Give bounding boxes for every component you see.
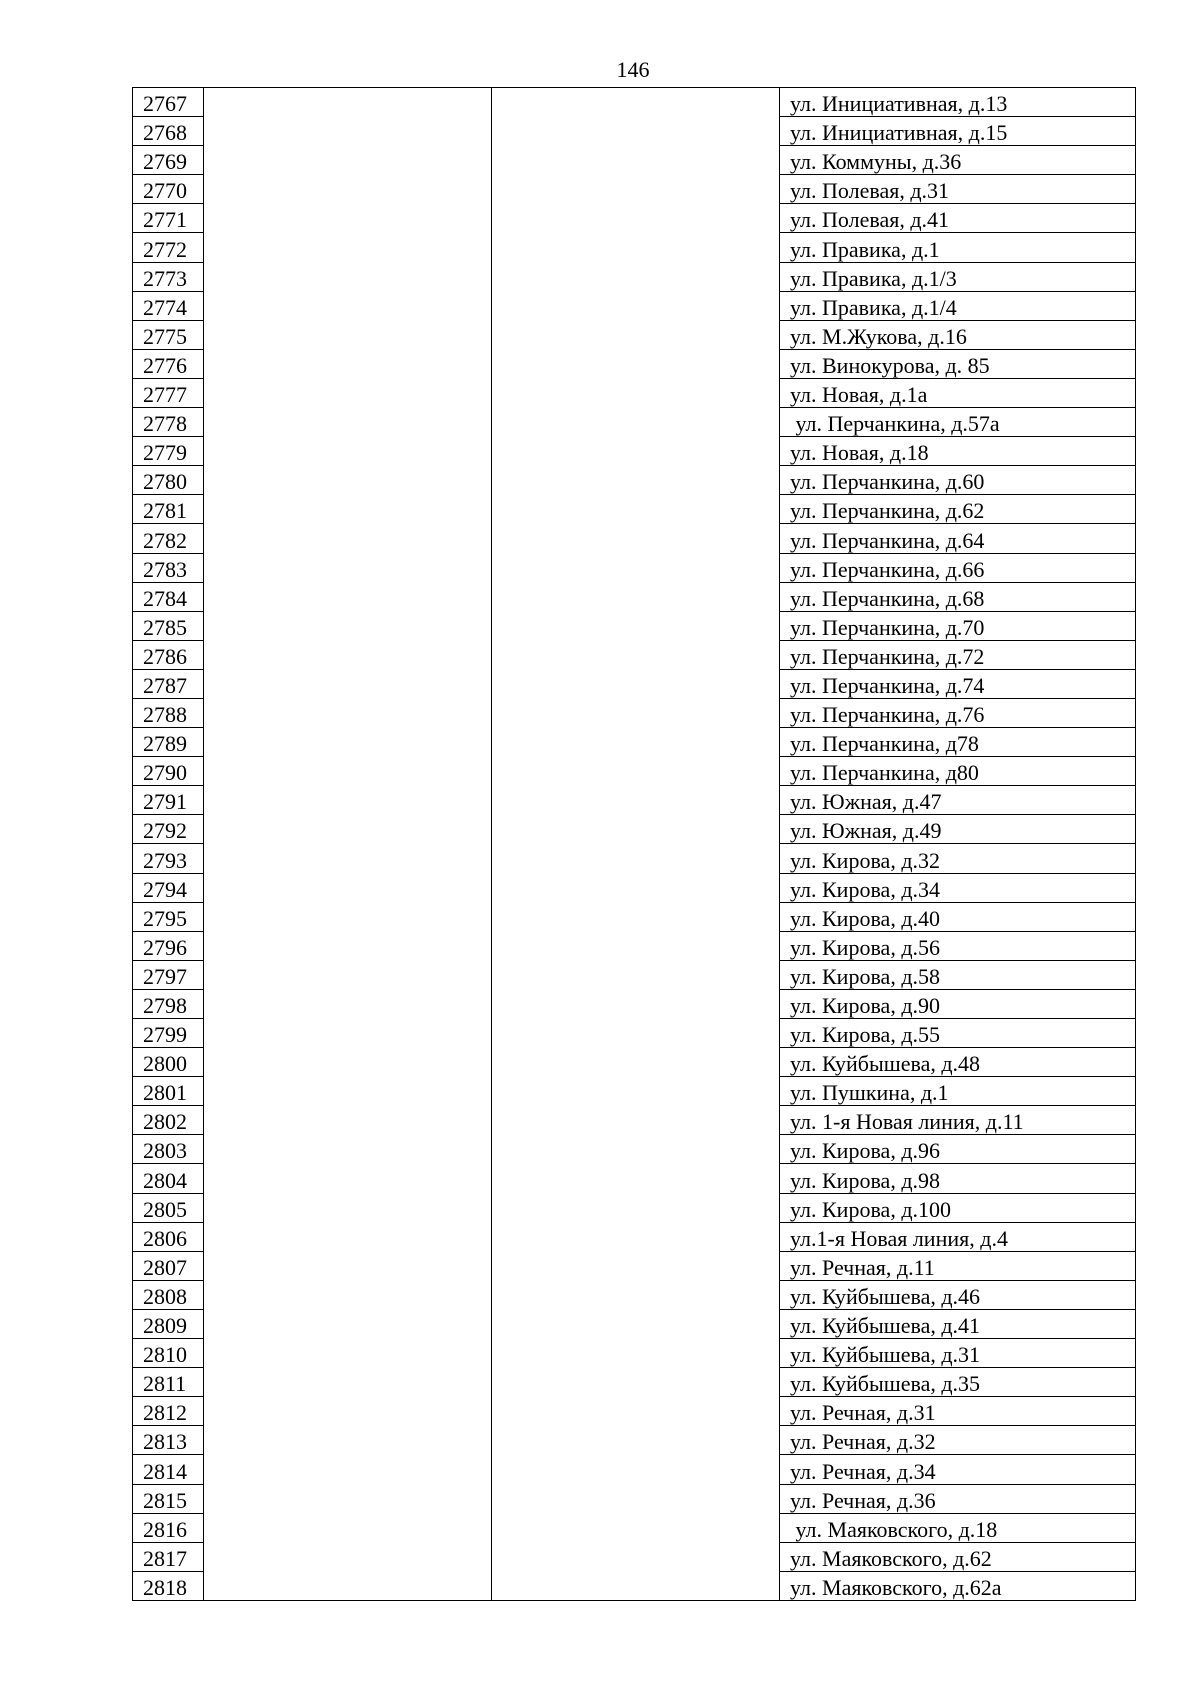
- address-cell: ул. Кирова, д.100: [780, 1193, 1136, 1222]
- empty-cell-column-3: [492, 960, 780, 989]
- table-row: [133, 728, 1136, 757]
- row-number: 2814: [133, 1455, 204, 1484]
- empty-cell-column-2: [204, 1077, 492, 1106]
- empty-cell-column-3: [492, 1426, 780, 1455]
- address-table: [132, 87, 1136, 1601]
- empty-cell-column-3: [492, 146, 780, 175]
- table-row: [133, 408, 1136, 437]
- table-row: [133, 553, 1136, 582]
- table-row: [133, 1571, 1136, 1600]
- table-row: [133, 262, 1136, 291]
- table-row: [133, 1164, 1136, 1193]
- table-row: [133, 1339, 1136, 1368]
- empty-cell-column-3: [492, 1106, 780, 1135]
- address-cell: ул. Перчанкина, д.74: [780, 669, 1136, 698]
- row-number: 2813: [133, 1426, 204, 1455]
- address-cell: ул. Инициативная, д.15: [780, 117, 1136, 146]
- table-row: [133, 1426, 1136, 1455]
- empty-cell-column-2: [204, 117, 492, 146]
- address-cell: ул. Речная, д.34: [780, 1455, 1136, 1484]
- table-row: [133, 1513, 1136, 1542]
- table-row: [133, 989, 1136, 1018]
- address-cell: ул. Кирова, д.34: [780, 873, 1136, 902]
- table-row: [133, 1455, 1136, 1484]
- empty-cell-column-3: [492, 1048, 780, 1077]
- empty-cell-column-2: [204, 844, 492, 873]
- row-number: 2786: [133, 640, 204, 669]
- address-cell: ул. Полевая, д.41: [780, 204, 1136, 233]
- row-number: 2816: [133, 1513, 204, 1542]
- address-cell: ул. Куйбышева, д.48: [780, 1048, 1136, 1077]
- row-number: 2780: [133, 466, 204, 495]
- empty-cell-column-2: [204, 466, 492, 495]
- table-row: [133, 815, 1136, 844]
- empty-cell-column-2: [204, 1426, 492, 1455]
- row-number: 2812: [133, 1397, 204, 1426]
- empty-cell-column-2: [204, 378, 492, 407]
- table-row: [133, 175, 1136, 204]
- empty-cell-column-2: [204, 524, 492, 553]
- empty-cell-column-2: [204, 1339, 492, 1368]
- empty-cell-column-2: [204, 582, 492, 611]
- empty-cell-column-3: [492, 117, 780, 146]
- table-row: [133, 320, 1136, 349]
- table-row: [133, 669, 1136, 698]
- address-cell: ул. Кирова, д.55: [780, 1019, 1136, 1048]
- table-row: [133, 88, 1136, 117]
- empty-cell-column-3: [492, 1571, 780, 1600]
- table-row: [133, 640, 1136, 669]
- empty-cell-column-2: [204, 611, 492, 640]
- address-cell: ул. Куйбышева, д.35: [780, 1368, 1136, 1397]
- empty-cell-column-3: [492, 1368, 780, 1397]
- address-cell: ул. Кирова, д.58: [780, 960, 1136, 989]
- empty-cell-column-2: [204, 931, 492, 960]
- address-cell: ул. Перчанкина, д.60: [780, 466, 1136, 495]
- address-cell: ул. Перчанкина, д.72: [780, 640, 1136, 669]
- address-cell: ул. Маяковского, д.62: [780, 1542, 1136, 1571]
- empty-cell-column-3: [492, 1077, 780, 1106]
- empty-cell-column-3: [492, 931, 780, 960]
- table-body: [133, 88, 1136, 1601]
- empty-cell-column-3: [492, 582, 780, 611]
- table-row: [133, 844, 1136, 873]
- table-row: [133, 1048, 1136, 1077]
- empty-cell-column-3: [492, 669, 780, 698]
- row-number: 2809: [133, 1309, 204, 1338]
- empty-cell-column-3: [492, 1397, 780, 1426]
- empty-cell-column-2: [204, 640, 492, 669]
- address-cell: ул. Полевая, д.31: [780, 175, 1136, 204]
- row-number: 2773: [133, 262, 204, 291]
- row-number: 2785: [133, 611, 204, 640]
- address-cell: ул. Куйбышева, д.41: [780, 1309, 1136, 1338]
- row-number: 2795: [133, 902, 204, 931]
- row-number: 2801: [133, 1077, 204, 1106]
- empty-cell-column-2: [204, 902, 492, 931]
- empty-cell-column-2: [204, 1309, 492, 1338]
- empty-cell-column-2: [204, 233, 492, 262]
- table-row: [133, 582, 1136, 611]
- address-cell: ул. Кирова, д.98: [780, 1164, 1136, 1193]
- empty-cell-column-2: [204, 320, 492, 349]
- table-row: [133, 117, 1136, 146]
- row-number: 2811: [133, 1368, 204, 1397]
- table-row: [133, 1077, 1136, 1106]
- address-cell: ул. Кирова, д.96: [780, 1135, 1136, 1164]
- address-cell: ул. Перчанкина, д.70: [780, 611, 1136, 640]
- address-cell: ул. Южная, д.47: [780, 786, 1136, 815]
- empty-cell-column-2: [204, 1251, 492, 1280]
- address-cell: ул. Перчанкина, д.57а: [780, 408, 1136, 437]
- table-row: [133, 1397, 1136, 1426]
- address-cell: ул. Маяковского, д.18: [780, 1513, 1136, 1542]
- empty-cell-column-3: [492, 1280, 780, 1309]
- empty-cell-column-3: [492, 1484, 780, 1513]
- row-number: 2794: [133, 873, 204, 902]
- empty-cell-column-3: [492, 1309, 780, 1338]
- row-number: 2808: [133, 1280, 204, 1309]
- row-number: 2777: [133, 378, 204, 407]
- empty-cell-column-2: [204, 408, 492, 437]
- empty-cell-column-3: [492, 349, 780, 378]
- empty-cell-column-2: [204, 1368, 492, 1397]
- empty-cell-column-3: [492, 524, 780, 553]
- empty-cell-column-3: [492, 320, 780, 349]
- empty-cell-column-3: [492, 902, 780, 931]
- row-number: 2768: [133, 117, 204, 146]
- table-row: [133, 378, 1136, 407]
- empty-cell-column-3: [492, 728, 780, 757]
- table-row: [133, 1309, 1136, 1338]
- row-number: 2799: [133, 1019, 204, 1048]
- empty-cell-column-2: [204, 728, 492, 757]
- empty-cell-column-2: [204, 1222, 492, 1251]
- table-row: [133, 1222, 1136, 1251]
- empty-cell-column-2: [204, 1135, 492, 1164]
- empty-cell-column-3: [492, 611, 780, 640]
- address-cell: ул. Куйбышева, д.31: [780, 1339, 1136, 1368]
- address-cell: ул. Речная, д.36: [780, 1484, 1136, 1513]
- table-row: [133, 1251, 1136, 1280]
- empty-cell-column-3: [492, 175, 780, 204]
- address-cell: ул. Правика, д.1/4: [780, 291, 1136, 320]
- row-number: 2769: [133, 146, 204, 175]
- empty-cell-column-2: [204, 1571, 492, 1600]
- address-cell: ул. Кирова, д.32: [780, 844, 1136, 873]
- empty-cell-column-2: [204, 1542, 492, 1571]
- empty-cell-column-2: [204, 1397, 492, 1426]
- table-row: [133, 902, 1136, 931]
- table-row: [133, 437, 1136, 466]
- address-cell: ул. Правика, д.1: [780, 233, 1136, 262]
- empty-cell-column-2: [204, 437, 492, 466]
- empty-cell-column-3: [492, 408, 780, 437]
- empty-cell-column-2: [204, 291, 492, 320]
- address-cell: ул. Кирова, д.90: [780, 989, 1136, 1018]
- empty-cell-column-2: [204, 262, 492, 291]
- table-row: [133, 524, 1136, 553]
- empty-cell-column-3: [492, 495, 780, 524]
- empty-cell-column-3: [492, 1164, 780, 1193]
- empty-cell-column-2: [204, 989, 492, 1018]
- table-row: [133, 291, 1136, 320]
- row-number: 2771: [133, 204, 204, 233]
- row-number: 2790: [133, 757, 204, 786]
- table-row: [133, 1193, 1136, 1222]
- page-number: 146: [616, 57, 650, 82]
- address-cell: ул. Речная, д.31: [780, 1397, 1136, 1426]
- table-row: [133, 1484, 1136, 1513]
- table-row: [133, 873, 1136, 902]
- address-cell: ул. Речная, д.11: [780, 1251, 1136, 1280]
- table-row: [133, 960, 1136, 989]
- address-cell: ул. Новая, д.1а: [780, 378, 1136, 407]
- row-number: 2807: [133, 1251, 204, 1280]
- empty-cell-column-2: [204, 757, 492, 786]
- empty-cell-column-3: [492, 1513, 780, 1542]
- empty-cell-column-2: [204, 960, 492, 989]
- empty-cell-column-2: [204, 1484, 492, 1513]
- table-row: [133, 495, 1136, 524]
- row-number: 2778: [133, 408, 204, 437]
- empty-cell-column-3: [492, 291, 780, 320]
- empty-cell-column-3: [492, 233, 780, 262]
- row-number: 2784: [133, 582, 204, 611]
- empty-cell-column-2: [204, 669, 492, 698]
- row-number: 2810: [133, 1339, 204, 1368]
- row-number: 2789: [133, 728, 204, 757]
- empty-cell-column-2: [204, 1513, 492, 1542]
- table-row: [133, 931, 1136, 960]
- empty-cell-column-2: [204, 698, 492, 727]
- empty-cell-column-2: [204, 88, 492, 117]
- address-cell: ул. М.Жукова, д.16: [780, 320, 1136, 349]
- empty-cell-column-3: [492, 1455, 780, 1484]
- address-cell: ул. Южная, д.49: [780, 815, 1136, 844]
- address-cell: ул. Инициативная, д.13: [780, 88, 1136, 117]
- row-number: 2817: [133, 1542, 204, 1571]
- empty-cell-column-2: [204, 1019, 492, 1048]
- empty-cell-column-3: [492, 88, 780, 117]
- address-cell: ул. 1-я Новая линия, д.11: [780, 1106, 1136, 1135]
- empty-cell-column-3: [492, 378, 780, 407]
- table-row: [133, 1280, 1136, 1309]
- empty-cell-column-3: [492, 1542, 780, 1571]
- row-number: 2775: [133, 320, 204, 349]
- empty-cell-column-3: [492, 757, 780, 786]
- row-number: 2815: [133, 1484, 204, 1513]
- table-row: [133, 146, 1136, 175]
- address-cell: ул. Перчанкина, д80: [780, 757, 1136, 786]
- row-number: 2767: [133, 88, 204, 117]
- empty-cell-column-3: [492, 1019, 780, 1048]
- empty-cell-column-3: [492, 437, 780, 466]
- address-cell: ул. Перчанкина, д78: [780, 728, 1136, 757]
- empty-cell-column-2: [204, 204, 492, 233]
- empty-cell-column-3: [492, 262, 780, 291]
- table-row: [133, 204, 1136, 233]
- empty-cell-column-2: [204, 146, 492, 175]
- row-number: 2798: [133, 989, 204, 1018]
- address-cell: ул. Перчанкина, д.66: [780, 553, 1136, 582]
- table-row: [133, 1106, 1136, 1135]
- address-cell: ул. Пушкина, д.1: [780, 1077, 1136, 1106]
- empty-cell-column-3: [492, 1135, 780, 1164]
- address-cell: ул. Правика, д.1/3: [780, 262, 1136, 291]
- address-cell: ул. Перчанкина, д.62: [780, 495, 1136, 524]
- address-cell: ул. Кирова, д.40: [780, 902, 1136, 931]
- row-number: 2782: [133, 524, 204, 553]
- empty-cell-column-2: [204, 1280, 492, 1309]
- table-row: [133, 466, 1136, 495]
- address-cell: ул. Кирова, д.56: [780, 931, 1136, 960]
- table-row: [133, 1542, 1136, 1571]
- empty-cell-column-3: [492, 466, 780, 495]
- table-row: [133, 757, 1136, 786]
- address-cell: ул. Новая, д.18: [780, 437, 1136, 466]
- row-number: 2776: [133, 349, 204, 378]
- table-row: [133, 1135, 1136, 1164]
- row-number: 2770: [133, 175, 204, 204]
- table-row: [133, 611, 1136, 640]
- empty-cell-column-3: [492, 204, 780, 233]
- address-cell: ул. Речная, д.32: [780, 1426, 1136, 1455]
- row-number: 2779: [133, 437, 204, 466]
- table-row: [133, 1019, 1136, 1048]
- empty-cell-column-3: [492, 640, 780, 669]
- row-number: 2774: [133, 291, 204, 320]
- empty-cell-column-3: [492, 873, 780, 902]
- table-row: [133, 786, 1136, 815]
- empty-cell-column-2: [204, 495, 492, 524]
- row-number: 2792: [133, 815, 204, 844]
- empty-cell-column-3: [492, 1193, 780, 1222]
- empty-cell-column-2: [204, 1164, 492, 1193]
- empty-cell-column-3: [492, 698, 780, 727]
- row-number: 2793: [133, 844, 204, 873]
- empty-cell-column-2: [204, 1455, 492, 1484]
- empty-cell-column-2: [204, 349, 492, 378]
- empty-cell-column-2: [204, 815, 492, 844]
- empty-cell-column-3: [492, 1339, 780, 1368]
- address-cell: ул. Коммуны, д.36: [780, 146, 1136, 175]
- row-number: 2805: [133, 1193, 204, 1222]
- empty-cell-column-3: [492, 1251, 780, 1280]
- row-number: 2803: [133, 1135, 204, 1164]
- address-cell: ул. Перчанкина, д.64: [780, 524, 1136, 553]
- row-number: 2781: [133, 495, 204, 524]
- table-row: [133, 349, 1136, 378]
- table-row: [133, 1368, 1136, 1397]
- table-row: [133, 698, 1136, 727]
- row-number: 2783: [133, 553, 204, 582]
- address-cell: ул. Перчанкина, д.68: [780, 582, 1136, 611]
- row-number: 2806: [133, 1222, 204, 1251]
- empty-cell-column-2: [204, 1106, 492, 1135]
- address-cell: ул. Перчанкина, д.76: [780, 698, 1136, 727]
- row-number: 2787: [133, 669, 204, 698]
- empty-cell-column-2: [204, 873, 492, 902]
- empty-cell-column-2: [204, 1048, 492, 1077]
- row-number: 2772: [133, 233, 204, 262]
- row-number: 2800: [133, 1048, 204, 1077]
- row-number: 2791: [133, 786, 204, 815]
- row-number: 2818: [133, 1571, 204, 1600]
- row-number: 2802: [133, 1106, 204, 1135]
- row-number: 2796: [133, 931, 204, 960]
- table-row: [133, 233, 1136, 262]
- address-cell: ул. Маяковского, д.62а: [780, 1571, 1136, 1600]
- row-number: 2804: [133, 1164, 204, 1193]
- empty-cell-column-3: [492, 1222, 780, 1251]
- empty-cell-column-2: [204, 1193, 492, 1222]
- address-cell: ул. Куйбышева, д.46: [780, 1280, 1136, 1309]
- row-number: 2797: [133, 960, 204, 989]
- empty-cell-column-3: [492, 553, 780, 582]
- row-number: 2788: [133, 698, 204, 727]
- address-cell: ул.1-я Новая линия, д.4: [780, 1222, 1136, 1251]
- empty-cell-column-3: [492, 786, 780, 815]
- empty-cell-column-2: [204, 553, 492, 582]
- empty-cell-column-3: [492, 844, 780, 873]
- empty-cell-column-2: [204, 175, 492, 204]
- address-cell: ул. Винокурова, д. 85: [780, 349, 1136, 378]
- empty-cell-column-3: [492, 815, 780, 844]
- empty-cell-column-3: [492, 989, 780, 1018]
- empty-cell-column-2: [204, 786, 492, 815]
